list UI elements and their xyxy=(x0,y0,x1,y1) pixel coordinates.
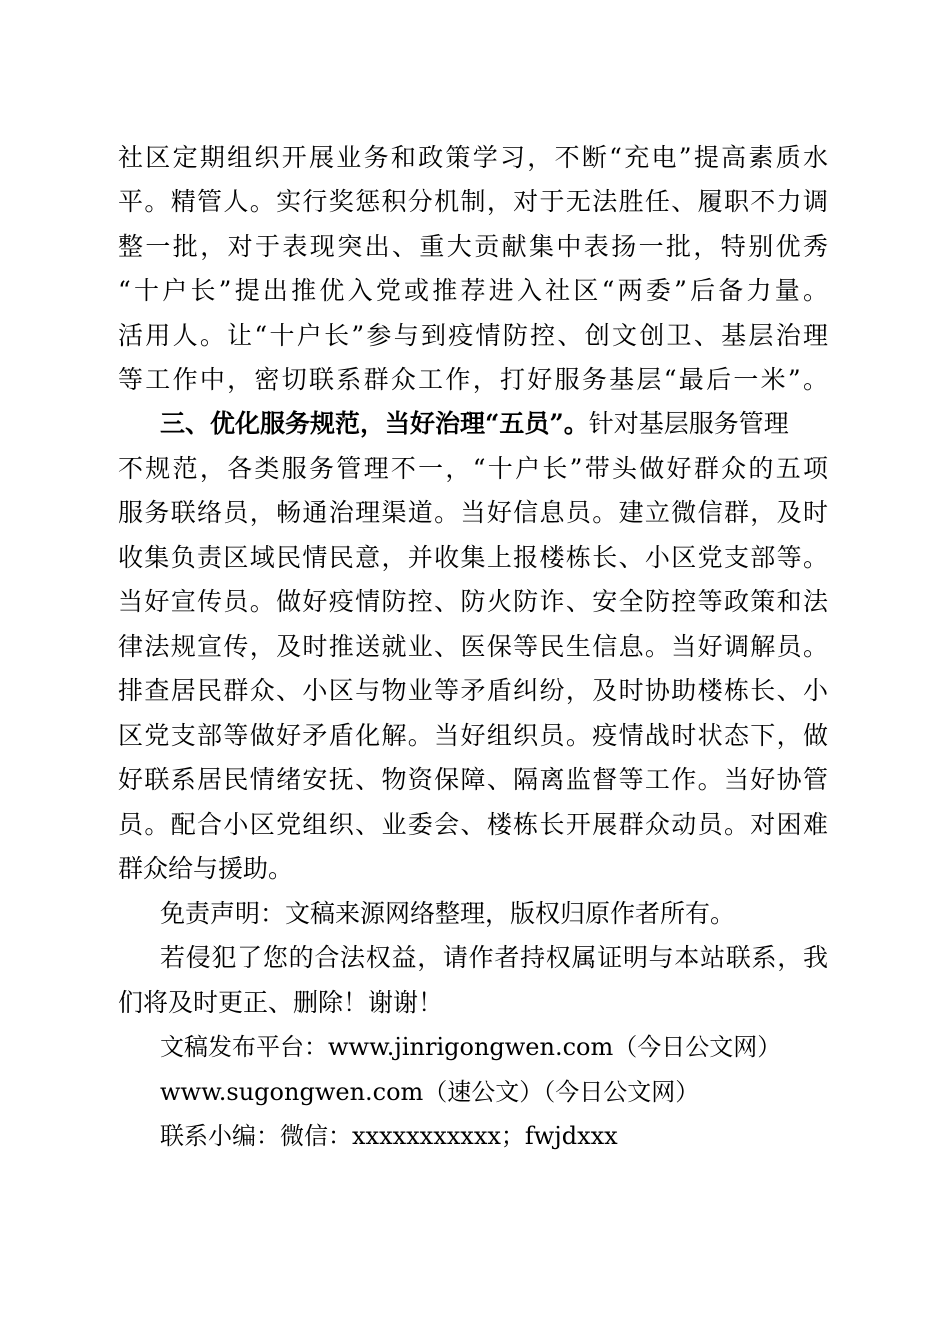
section-3-first-line xyxy=(160,406,828,442)
section-3-line-10: 群众给与援助。 xyxy=(118,854,294,883)
section-3-line-1: 不规范，各类服务管理不一，“十户长”带头做好群众的五项 xyxy=(118,454,828,483)
body-line-1: 社区定期组织开展业务和政策学习，不断“充电”提高素质水 xyxy=(118,143,828,172)
section-3-line-9: 员。配合小区党组织、业委会、楼栋长开展群众动员。对困难 xyxy=(118,810,828,839)
body-line-2: 平。精管人。实行奖惩积分机制，对于无法胜任、履职不力调 xyxy=(118,187,828,216)
contact-line: 联系小编：微信：xxxxxxxxxxx；fwjdxxx xyxy=(160,1122,618,1150)
platform-line-1: 文稿发布平台：www.jinrigongwen.com（今日公文网） xyxy=(160,1033,782,1061)
section-3-line-7: 区党支部等做好矛盾化解。当好组织员。疫情战时状态下，做 xyxy=(118,721,828,750)
body-line-4: “十户长”提出推优入党或推荐进入社区“两委”后备力量。 xyxy=(118,276,828,305)
infringement-line-2: 们将及时更正、删除！谢谢！ xyxy=(118,988,444,1017)
body-line-6: 等工作中，密切联系群众工作，打好服务基层“最后一米”。 xyxy=(118,365,828,394)
section-3-line-5: 律法规宣传，及时推送就业、医保等民生信息。当好调解员。 xyxy=(118,632,828,661)
body-line-5: 活用人。让“十户长”参与到疫情防控、创文创卫、基层治理 xyxy=(118,321,828,350)
section-3-line-6: 排查居民群众、小区与物业等矛盾纠纷，及时协助楼栋长、小 xyxy=(118,676,828,705)
section-3-heading: 三、优化服务规范，当好治理“五员”。 xyxy=(160,409,589,438)
section-3-line-8: 好联系居民情绪安抚、物资保障、隔离监督等工作。当好协管 xyxy=(118,765,828,794)
infringement-line-1: 若侵犯了您的合法权益，请作者持权属证明与本站联系，我 xyxy=(160,943,828,972)
section-3-line-4: 当好宣传员。做好疫情防控、防火防诈、安全防控等政策和法 xyxy=(118,587,828,616)
section-3-line-2: 服务联络员，畅通治理渠道。当好信息员。建立微信群，及时 xyxy=(118,498,828,527)
section-3-first-rest: 针对基层服务管理 xyxy=(588,409,789,438)
section-3-line-3: 收集负责区域民情民意，并收集上报楼栋长、小区党支部等。 xyxy=(118,543,828,572)
disclaimer: 免责声明：文稿来源网络整理，版权归原作者所有。 xyxy=(160,899,736,928)
body-line-3: 整一批，对于表现突出、重大贡献集中表扬一批，特别优秀 xyxy=(118,232,828,261)
platform-line-2: www.sugongwen.com（速公文）（今日公文网） xyxy=(160,1078,700,1106)
